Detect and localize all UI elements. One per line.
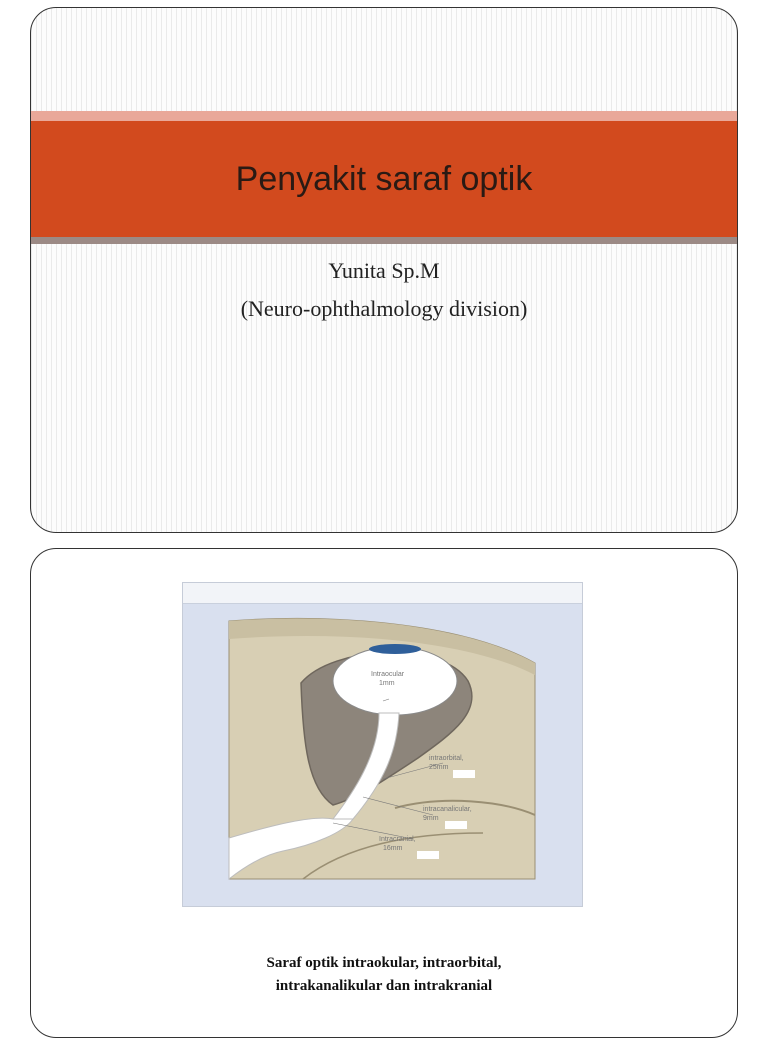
optic-nerve-illustration — [183, 583, 582, 906]
author-name: Yunita Sp.M — [328, 258, 440, 283]
label-intraocular: Intraocular — [371, 671, 405, 678]
content-slide — [30, 548, 738, 1038]
figure-caption — [31, 952, 737, 998]
accent-band-bottom — [31, 237, 737, 244]
accent-band-top — [31, 111, 737, 121]
optic-nerve-anatomy-figure — [182, 582, 583, 907]
label-intracranial: Intracranial, — [379, 836, 416, 843]
label-intraorbital-length: 25mm — [429, 764, 449, 771]
division-name: (Neuro-ophthalmology division) — [240, 296, 528, 321]
label-intraocular-length: 1mm — [379, 680, 395, 687]
label-intracanalicular-length: 9mm — [423, 815, 439, 822]
title-slide — [30, 7, 738, 533]
caption-line-1: Saraf optik intraokular, intraorbital, — [266, 955, 502, 971]
label-intraorbital: intraorbital, — [429, 755, 464, 762]
label-intracranial-length: 16mm — [383, 845, 403, 852]
label-intracanalicular: intracanalicular, — [423, 806, 472, 813]
slide-title: Penyakit saraf optik — [235, 159, 533, 198]
caption-line-2: intrakanalikular dan intrakranial — [275, 978, 493, 994]
